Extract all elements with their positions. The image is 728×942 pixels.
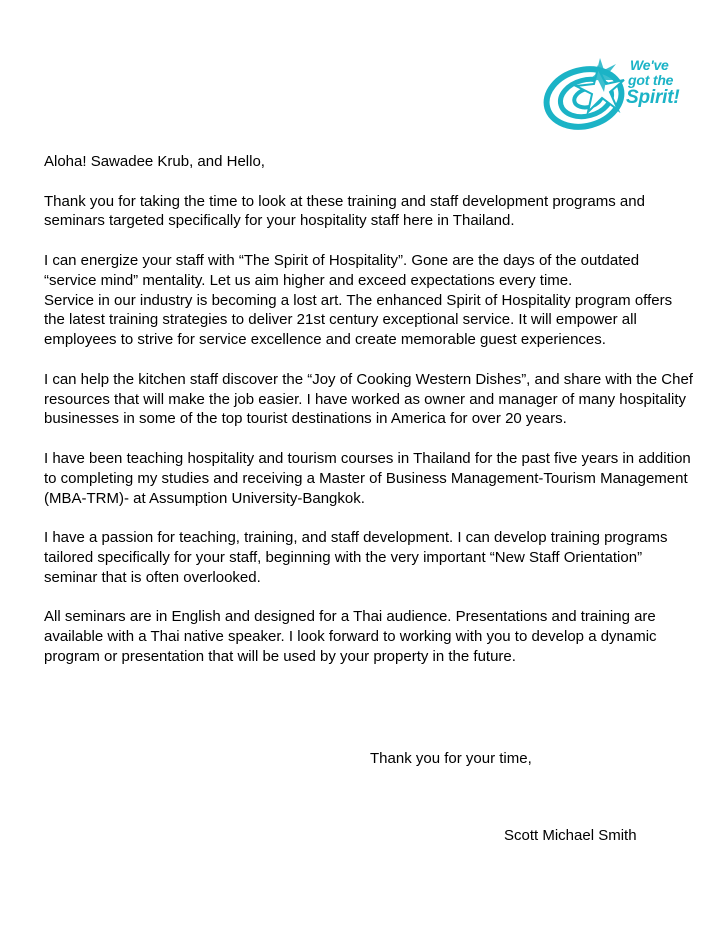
paragraph-spirit: I can energize your staff with “The Spirit of Hospitality”. Gone are the days of the outdated “service mind” mentality. Let us aim higher and exceed expectations every time. [44, 251, 640, 289]
logo-line-3: Spirit! [626, 87, 680, 108]
spirit-logo [540, 50, 700, 150]
signature: Scott Michael Smith [504, 827, 637, 844]
closing-line: Thank you for your time, [370, 750, 532, 767]
logo-line-1: We've [630, 57, 669, 73]
paragraph-intro: Thank you for taking the time to look at these training and staff development programs and seminars targeted specifically for your hospitality staff here in Thailand. [44, 192, 645, 230]
letter-body [44, 152, 694, 667]
paragraph-teaching: I have been teaching hospitality and tourism courses in Thailand for the past five years in addition to completing my studies and receiving a Master of Business Management-Tourism Management (MBA-TRM)- at Assumption University-Bangkok. [44, 449, 691, 507]
greeting: Aloha! Sawadee Krub, and Hello, [44, 153, 265, 170]
logo-wordmark [626, 58, 680, 108]
logo-line-2: got the [628, 72, 674, 88]
paragraph-kitchen: I can help the kitchen staff discover the “Joy of Cooking Western Dishes”, and share with the Chef resources that will make the job easier. I have worked as owner and manager of many hospitality businesses in some of the top tourist destinations in America for over 20 years. [44, 370, 693, 428]
paragraph-seminars: All seminars are in English and designed for a Thai audience. Presentations and training are available with a Thai native speaker. I look forward to working with you to develop a dynamic program or presentation that will be used by your property in the future. [44, 608, 657, 665]
paragraph-service: Service in our industry is becoming a lost art. The enhanced Spirit of Hospitality program offers the latest training strategies to deliver 21st century exceptional service. It will empower all employees to strive for service excellence and create memorable guest experiences. [44, 291, 673, 349]
paragraph-passion: I have a passion for teaching, training, and staff development. I can develop training programs tailored specifically for your staff, beginning with the very important “New Staff Orientation” seminar that is often overlooked. [44, 529, 668, 586]
